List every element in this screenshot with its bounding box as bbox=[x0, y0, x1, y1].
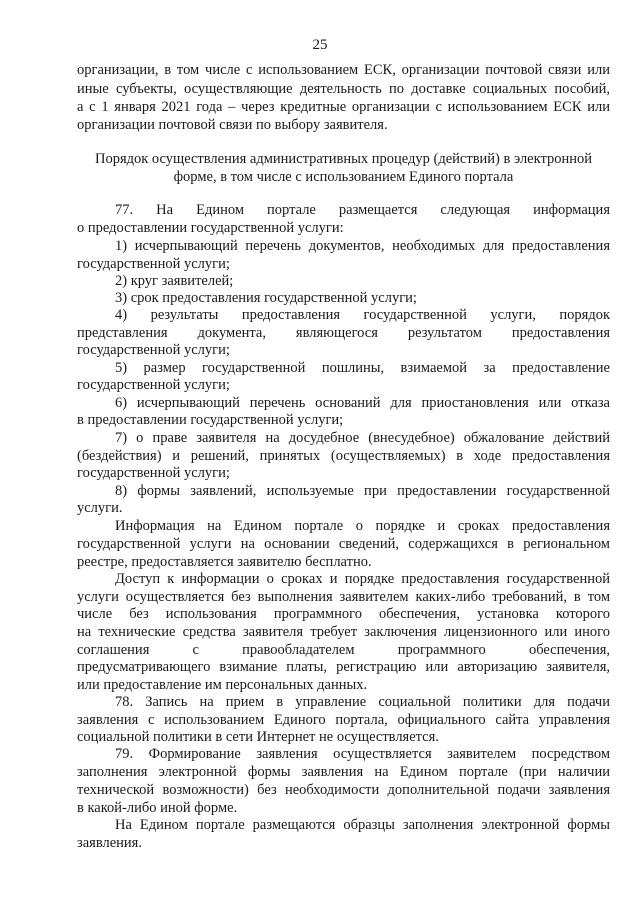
text-line: заполнения электронной формы заявления на Едином портале (при наличии bbox=[77, 764, 610, 780]
paragraph-79-first-line: 79. Формирование заявления осуществляется заявителем посредством bbox=[115, 746, 610, 762]
list-item-1: 1) исчерпывающий перечень документов, необходимых для предоставления bbox=[115, 238, 610, 254]
text-line: государственной услуги; bbox=[77, 465, 230, 481]
text-line: иные субъекты, осуществляющие деятельность по доставке социальных пособий, bbox=[77, 81, 610, 97]
text-line: (бездействия) и решений, принятых (осуществляемых) в ходе предоставления bbox=[77, 448, 610, 464]
text-line: в какой-либо иной форме. bbox=[77, 800, 238, 816]
text-line: о предоставлении государственной услуги: bbox=[77, 220, 344, 236]
text-line: на технические средства заявителя требует заключения лицензионного или иного bbox=[77, 624, 610, 640]
text-line: а с 1 января 2021 года – через кредитные организации с использованием ЕСК или bbox=[77, 99, 610, 115]
text-line: числе без использования программного обеспечения, установка которого bbox=[77, 606, 610, 622]
text-line: социальной политики в сети Интернет не осуществляется. bbox=[77, 729, 439, 745]
text-line: государственной услуги; bbox=[77, 342, 230, 358]
paragraph-77-first-line: 77. На Едином портале размещается следующая информация bbox=[115, 202, 610, 218]
list-item-6: 6) исчерпывающий перечень оснований для приостановления или отказа bbox=[115, 395, 610, 411]
section-heading-line: Порядок осуществления административных процедур (действий) в электронной bbox=[94, 151, 593, 167]
text-line: государственной услуги на основании сведений, содержащихся в региональном bbox=[77, 536, 610, 552]
text-line: организации, в том числе с использованием ЕСК, организации почтовой связи или bbox=[77, 62, 610, 78]
paragraph-first-line: На Едином портале размещаются образцы заполнения электронной формы bbox=[115, 817, 610, 833]
list-item-2: 2) круг заявителей; bbox=[115, 273, 234, 289]
list-item-7: 7) о праве заявителя на досудебное (внесудебное) обжалование действий bbox=[115, 430, 610, 446]
list-item-3: 3) срок предоставления государственной услуги; bbox=[115, 290, 417, 306]
list-item-5: 5) размер государственной пошлины, взимаемой за предоставление bbox=[115, 360, 610, 376]
text-line: заявления. bbox=[77, 835, 142, 851]
text-line: предусматривающего взимание платы, регистрацию или авторизацию заявителя, bbox=[77, 659, 610, 675]
section-heading-line: форме, в том числе с использованием Единого портала bbox=[173, 169, 514, 185]
text-line: организации почтовой связи по выбору заявителя. bbox=[77, 117, 388, 133]
text-line: услуги. bbox=[77, 500, 123, 516]
text-line: технической возможности) без необходимости дополнительной подачи заявления bbox=[77, 782, 610, 798]
list-item-8: 8) формы заявлений, используемые при предоставлении государственной bbox=[115, 483, 610, 499]
text-line: соглашения с правообладателем программного обеспечения, bbox=[77, 642, 610, 658]
text-line: государственной услуги; bbox=[77, 377, 230, 393]
paragraph-first-line: Доступ к информации о сроках и порядке предоставления государственной bbox=[115, 571, 610, 587]
text-line: представления документа, являющегося результатом предоставления bbox=[77, 325, 610, 341]
paragraph-78-first-line: 78. Запись на прием в управление социальной политики для подачи bbox=[115, 694, 610, 710]
list-item-4: 4) результаты предоставления государственной услуги, порядок bbox=[115, 307, 610, 323]
text-line: в предоставлении государственной услуги; bbox=[77, 412, 344, 428]
text-line: услуги осуществляется без выполнения заявителем каких-либо требований, в том bbox=[77, 589, 610, 605]
page-number: 25 bbox=[312, 37, 328, 53]
text-line: заявления с использованием Единого портала, официального сайта управления bbox=[77, 712, 610, 728]
text-line: реестре, предоставляется заявителю бесплатно. bbox=[77, 554, 372, 570]
text-line: государственной услуги; bbox=[77, 256, 230, 272]
paragraph-first-line: Информация на Едином портале о порядке и сроках предоставления bbox=[115, 518, 610, 534]
text-line: или предоставление им персональных данных. bbox=[77, 677, 368, 693]
